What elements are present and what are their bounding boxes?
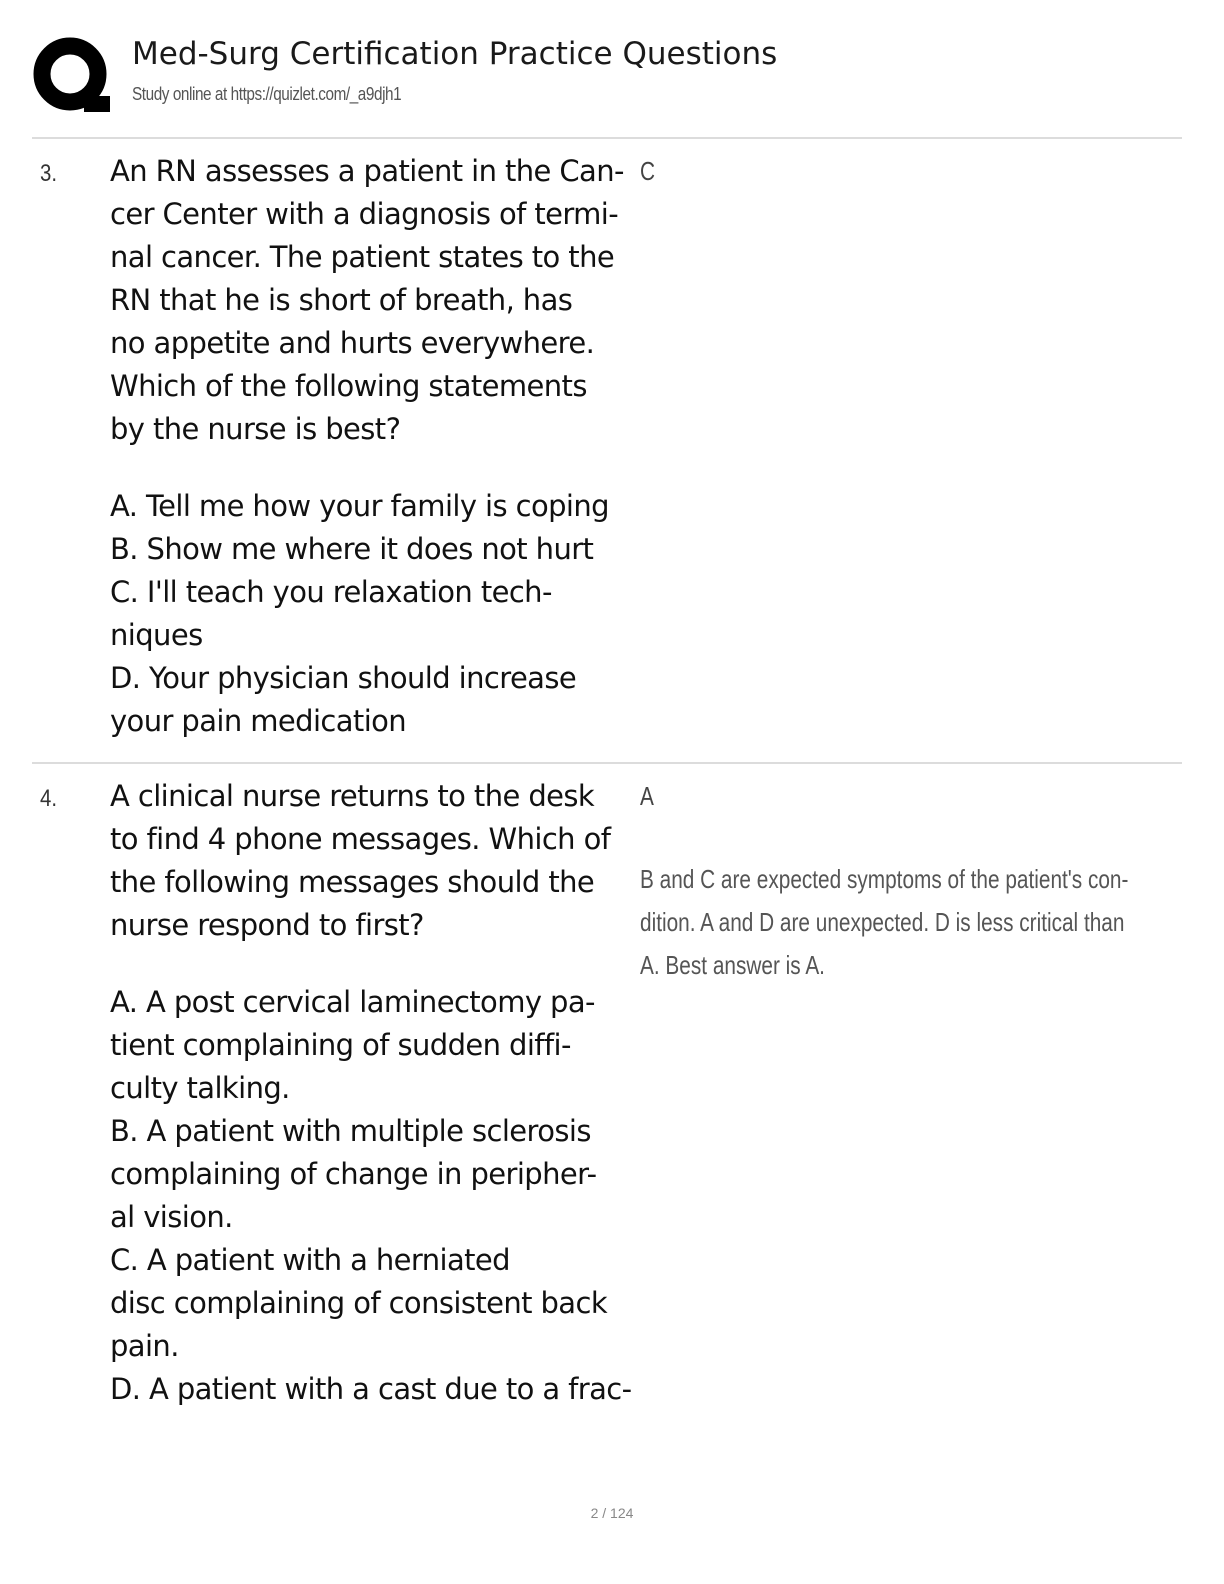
question-line: cer Center with a diagnosis of termi-: [110, 197, 619, 231]
question-line: the following messages should the: [110, 865, 595, 899]
option-line: D. A patient with a cast due to a frac-: [110, 1372, 632, 1406]
study-online-link[interactable]: Study online at https://quizlet.com/_a9djh1: [132, 84, 402, 104]
question-line: nurse respond to first?: [110, 908, 424, 942]
option-line: C. I'll teach you relaxation tech-: [110, 575, 552, 609]
question-line: no appetite and hurts everywhere.: [110, 326, 595, 360]
document-title: Med-Surg Certification Practice Questions: [132, 36, 778, 72]
option-line: D. Your physician should increase: [110, 661, 577, 695]
page-number: 2 / 124: [590, 1505, 634, 1521]
option-line: tient complaining of sudden diffi-: [110, 1028, 571, 1062]
question-4-answer: A: [640, 781, 654, 811]
question-3-answer: C: [640, 156, 656, 186]
explanation-line: B and C are expected symptoms of the patient's con-: [640, 864, 1129, 894]
question-line: A clinical nurse returns to the desk: [110, 779, 595, 813]
question-number: 3.: [40, 160, 58, 187]
question-4-explanation: [640, 858, 1168, 987]
question-line: to find 4 phone messages. Which of: [110, 822, 611, 856]
option-line: culty talking.: [110, 1071, 290, 1105]
quizlet-logo-icon: [32, 36, 112, 116]
explanation-line: A. Best answer is A.: [640, 950, 825, 980]
option-line: niques: [110, 618, 203, 652]
option-line: B. Show me where it does not hurt: [110, 532, 594, 566]
question-4-text: [110, 775, 635, 1411]
explanation-line: dition. A and D are unexpected. D is less critical than: [640, 907, 1125, 937]
option-line: pain.: [110, 1329, 179, 1363]
option-line: your pain medication: [110, 704, 407, 738]
page-header: [32, 30, 1182, 120]
option-line: A. Tell me how your family is coping: [110, 489, 609, 523]
header-divider: [32, 137, 1182, 139]
option-line: al vision.: [110, 1200, 233, 1234]
question-number: 4.: [40, 785, 58, 812]
question-divider: [32, 762, 1182, 764]
option-line: C. A patient with a herniated: [110, 1243, 510, 1277]
question-3-text: [110, 150, 635, 743]
option-line: complaining of change in peripher-: [110, 1157, 597, 1191]
question-line: nal cancer. The patient states to the: [110, 240, 615, 274]
option-line: disc complaining of consistent back: [110, 1286, 608, 1320]
question-line: by the nurse is best?: [110, 412, 401, 446]
question-line: RN that he is short of breath, has: [110, 283, 573, 317]
option-line: B. A patient with multiple sclerosis: [110, 1114, 591, 1148]
question-line: Which of the following statements: [110, 369, 587, 403]
option-line: A. A post cervical laminectomy pa-: [110, 985, 595, 1019]
question-line: An RN assesses a patient in the Can-: [110, 154, 624, 188]
